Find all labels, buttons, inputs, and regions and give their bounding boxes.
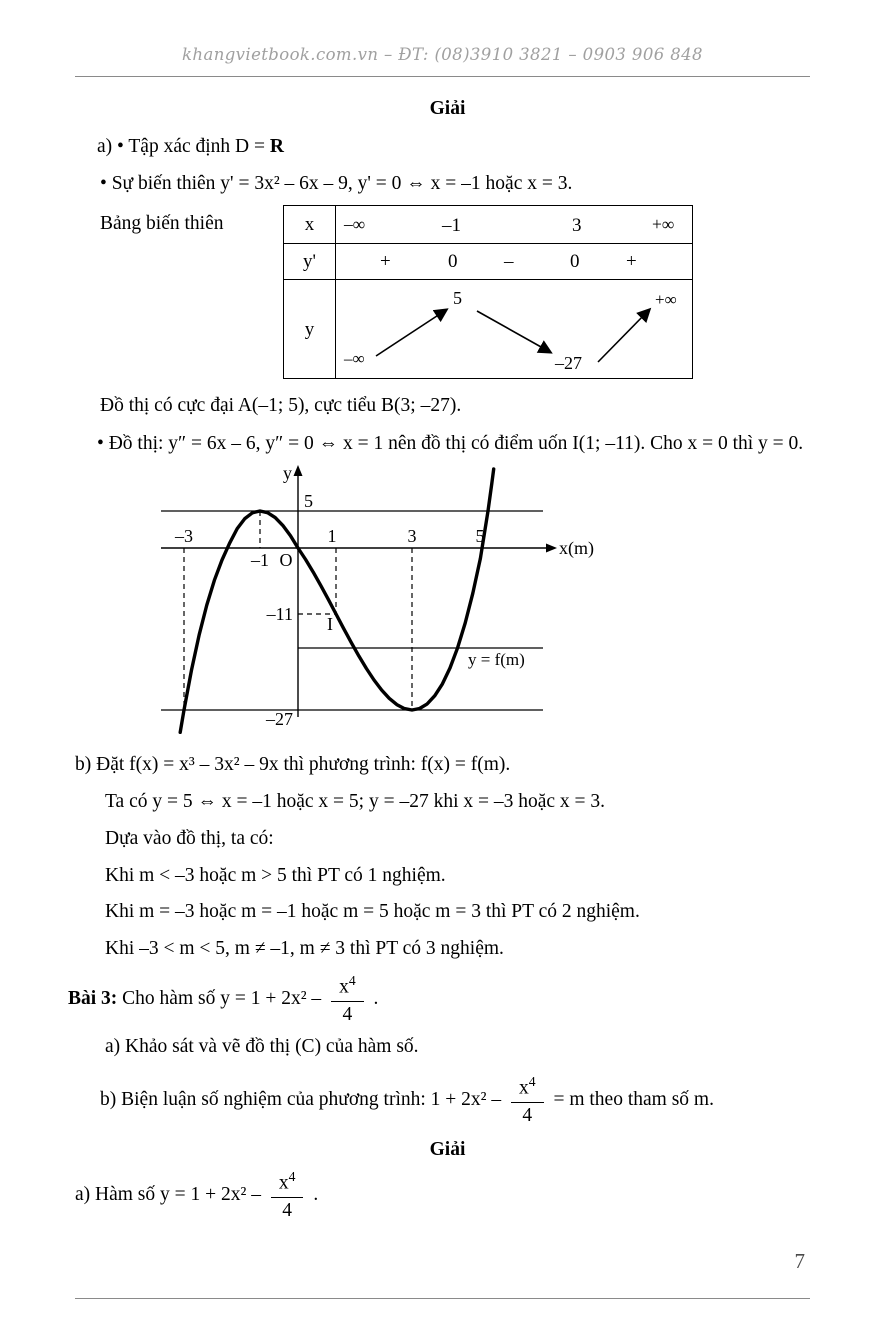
bbt-x-pos-inf: +∞ — [652, 214, 675, 235]
inflection-line: • Đồ thị: y″ = 6x – 6, y″ = 0 ⇔ x = 1 nên đồ thị có điểm uốn I(1; –11). Cho x = 0 thì y = 0. — [97, 432, 804, 454]
bbt-sign-plus-2: + — [626, 251, 637, 273]
increasing-arrow-2 — [598, 310, 649, 362]
footer-divider — [75, 1298, 810, 1299]
tick-1: 1 — [327, 525, 337, 546]
solution-heading-2: Giải — [429, 1139, 466, 1161]
bbt-row-yprime-values — [336, 244, 692, 280]
solution-a-prefix: a) Hàm số y = 1 + 2x² – — [75, 1184, 266, 1206]
part-b-line5: Khi m = –3 hoặc m = –1 hoặc m = 5 hoặc m = 3 thì PT có 2 nghiệm. — [105, 901, 640, 923]
variation-table-caption: Bảng biến thiên — [100, 213, 224, 235]
fraction-x4-over-4 — [511, 1074, 544, 1127]
y-axis-label: y — [283, 462, 292, 483]
page-number: 7 — [794, 1249, 805, 1273]
part-b-prefix: b) Biện luận số nghiệm của phương trình: 1 + 2x² – — [100, 1089, 507, 1111]
bbt-x-minus1: –1 — [442, 215, 461, 237]
bbt-y-pos-inf: +∞ — [655, 290, 677, 310]
extrema-line: Đồ thị có cực đại A(–1; 5), cực tiểu B(3; –27). — [100, 395, 462, 417]
bbt-sign-plus-1: + — [380, 251, 391, 273]
part-b-line3: Dựa vào đồ thị, ta có: — [105, 827, 274, 849]
y-max-tick-label: 5 — [304, 490, 313, 511]
fm-line-label: y = f(m) — [468, 649, 525, 669]
bbt-y-min: –27 — [555, 353, 582, 374]
problem-3-suffix: . — [368, 987, 379, 1009]
origin-label: O — [279, 549, 293, 570]
fraction-numerator — [511, 1074, 544, 1103]
bbt-y-neg-inf: –∞ — [344, 349, 365, 369]
bbt-y-diagram — [336, 280, 692, 378]
fraction-base: x — [278, 1172, 289, 1194]
solution-heading: Giải — [429, 98, 466, 119]
part-b-line2: Ta có y = 5 ⇔ x = –1 hoặc x = 5; y = –27 khi x = –3 hoặc x = 3. — [105, 791, 606, 813]
graph-block — [123, 463, 820, 743]
problem-3-label: Bài 3: — [68, 987, 118, 1009]
bbt-row-yprime-label: y' — [284, 244, 336, 280]
part-b-line4: Khi m < –3 hoặc m > 5 thì PT có 1 nghiệm. — [105, 864, 446, 886]
page-content — [68, 96, 820, 1230]
fraction-exponent: 4 — [528, 1073, 536, 1089]
problem-3-intro: Cho hàm số y = 1 + 2x² – — [117, 987, 327, 1009]
solution-a-suffix: . — [308, 1184, 319, 1206]
bbt-row-y-values — [336, 280, 692, 378]
tick-5: 5 — [475, 525, 485, 546]
variation-table — [283, 205, 693, 379]
fraction-exponent: 4 — [288, 1168, 296, 1184]
fraction-base: x — [519, 1077, 529, 1099]
tick-minus1: –1 — [251, 549, 269, 570]
tick-3: 3 — [407, 525, 417, 546]
bbt-x-neg-inf: –∞ — [344, 214, 366, 235]
decreasing-arrow — [477, 311, 550, 352]
bbt-row-x-label: x — [284, 206, 336, 244]
problem-3-part-b — [100, 1074, 820, 1127]
function-graph — [123, 463, 608, 735]
part-b-line1: b) Đặt f(x) = x³ – 3x² – 9x thì phương trình: f(x) = f(m). — [75, 754, 511, 776]
label-minus11: –11 — [266, 603, 293, 624]
part-b-suffix: = m theo tham số m. — [548, 1089, 714, 1111]
increasing-arrow-1 — [376, 310, 446, 356]
problem-3-solution-a — [75, 1169, 820, 1222]
bbt-row-y-label: y — [284, 280, 336, 378]
bbt-row-x-values — [336, 206, 692, 244]
fraction-numerator — [331, 973, 364, 1002]
bbt-zero-2: 0 — [570, 251, 580, 273]
variation-table-block — [100, 205, 820, 379]
fraction-denominator: 4 — [282, 1199, 293, 1221]
inflection-point-label: I — [327, 613, 333, 634]
x-axis-arrow-icon — [546, 543, 557, 552]
cubic-curve — [180, 469, 494, 732]
tick-minus3: –3 — [175, 525, 193, 546]
fraction-numerator — [271, 1169, 304, 1198]
domain-line — [97, 134, 820, 160]
fraction-denominator: 4 — [522, 1104, 533, 1126]
fraction-denominator: 4 — [342, 1003, 353, 1025]
bbt-x-3: 3 — [572, 215, 582, 237]
problem-3-part-a: a) Khảo sát và vẽ đồ thị (C) của hàm số. — [105, 1036, 419, 1058]
variation-line: • Sự biến thiên y' = 3x² – 6x – 9, y' = 0 ⇔ x = –1 hoặc x = 3. — [100, 173, 573, 195]
x-axis-label: x(m) — [559, 537, 594, 558]
fraction-x4-over-4 — [271, 1169, 304, 1222]
header-divider — [75, 76, 810, 77]
problem-3-statement — [68, 973, 820, 1026]
domain-line-set-R: R — [269, 135, 284, 157]
bbt-zero-1: 0 — [448, 251, 458, 273]
part-b-line6: Khi –3 < m < 5, m ≠ –1, m ≠ 3 thì PT có 3 nghiệm. — [105, 938, 504, 960]
bbt-y-max: 5 — [453, 288, 462, 309]
domain-line-text: a) • Tập xác định D = — [97, 135, 270, 157]
y-axis-arrow-icon — [294, 465, 303, 476]
fraction-base: x — [339, 976, 349, 998]
fraction-exponent: 4 — [348, 972, 356, 988]
bbt-sign-minus: – — [504, 251, 514, 273]
label-minus27: –27 — [266, 708, 293, 729]
site-info-header: khangvietbook.com.vn – ĐT: (08)3910 3821 – 0903 906 848 — [182, 45, 703, 64]
fraction-x4-over-4 — [331, 973, 364, 1026]
